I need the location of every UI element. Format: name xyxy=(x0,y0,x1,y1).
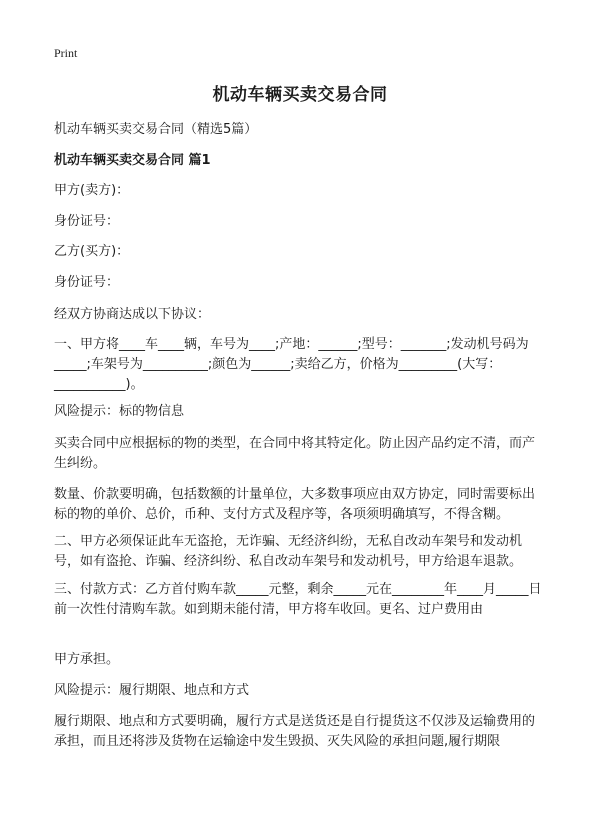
risk-tip-subject-body: 买卖合同中应根据标的物的类型，在合同中将其特定化。防止因产品约定不清，而产生纠纷。 xyxy=(54,436,536,471)
risk-tip-performance: 风险提示：履行期限、地点和方式 xyxy=(54,683,250,698)
clause-1: 一、甲方将____车____辆，车号为____;产地：______;型号：_______;发动机号码为_____;车架号为__________;颜色为______;卖给乙方，价格为_________(大写：___________)。 xyxy=(54,337,529,392)
agreement-intro: 经双方协商达成以下协议： xyxy=(54,307,211,322)
party-a-id-label: 身份证号： xyxy=(54,214,120,229)
document-subtitle: 机动车辆买卖交易合同（精选5篇） xyxy=(54,122,258,137)
performance-body: 履行期限、地点和方式要明确，履行方式是送货还是自行提货这不仅涉及运输费用的承担，而且还将涉及货物在运输途中发生毁损、灭失风险的承担问题,履行期限 xyxy=(54,714,536,749)
party-a-label: 甲方(卖方)： xyxy=(54,183,130,198)
document-title: 机动车辆买卖交易合同 xyxy=(212,85,388,105)
section-heading: 机动车辆买卖交易合同 篇1 xyxy=(54,153,211,168)
party-b-label: 乙方(买方)： xyxy=(54,244,130,259)
clause-2: 二、甲方必须保证此车无盗抢，无诈骗、无经济纠纷，无私自改动车架号和发动机号，如有盗抢、诈骗、经济纠纷、私自改动车架号和发动机号，甲方给退车退款。 xyxy=(54,534,523,569)
quantity-price-note: 数量、价款要明确，包括数额的计量单位，大多数事项应由双方协定，同时需要标出标的物的单价、总价，币种、支付方式及程序等，各项须明确填写，不得含糊。 xyxy=(54,487,536,522)
clause-3: 三、付款方式：乙方首付购车款_____元整，剩余_____元在________年____月_____日前一次性付清购车款。如到期未能付清，甲方将车收回。更名、过户费用由 xyxy=(54,582,542,617)
print-label: Print xyxy=(54,46,78,60)
risk-tip-subject: 风险提示：标的物信息 xyxy=(54,404,185,419)
party-b-id-label: 身份证号： xyxy=(54,275,120,290)
clause-3-continued: 甲方承担。 xyxy=(54,652,120,667)
